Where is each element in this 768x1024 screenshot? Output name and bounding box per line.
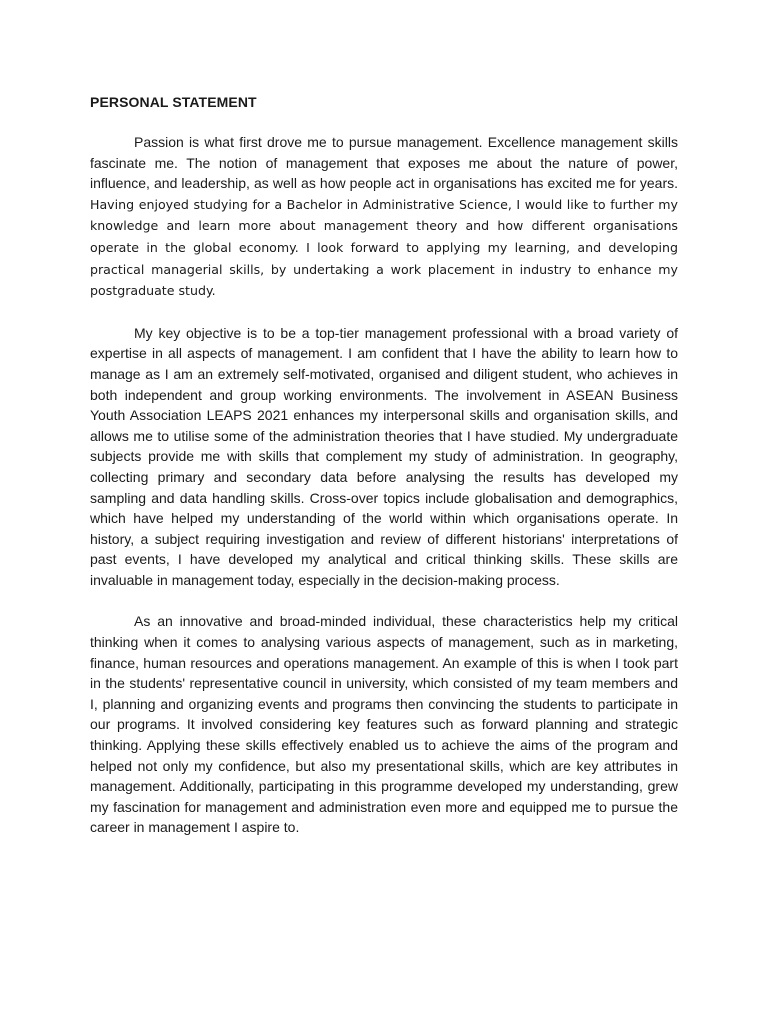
paragraph-2-text: My key objective is to be a top-tier management professional with a broad variety of expertise in all aspects of management. I am confident that I have the ability to learn how to manage as I am an extremely self-motivated, organised and diligent student, who achieves in both independent and group working environments. The involvement in ASEAN Business Youth Association LEAPS 2021 enhances my interpersonal skills and organisation skills, and allows me to utilise some of the administration theories that I have studied. My undergraduate subjects provide me with skills that complement my study of administration. In geography, collecting primary and secondary data before analysing the results has developed my sampling and data handling skills. Cross-over topics include globalisation and demographics, which have helped my understanding of the world within which organisations operate. In history, a subject requiring investigation and review of different historians' interpretations of past events, I have developed my analytical and critical thinking skills. These skills are invaluable in management today, especially in the decision-making process. bbox=[90, 324, 678, 588]
paragraph-1 bbox=[90, 132, 678, 302]
paragraph-1-text: Passion is what first drove me to pursue management. Excellence management skills fascinate me. The notion of management that exposes me about the nature of power, influence, and leadership, as well as how people act in organisations has excited me for years. bbox=[90, 134, 678, 192]
paragraph-3-text: As an innovative and broad-minded individual, these characteristics help my critical thinking when it comes to analysing various aspects of management, such as in marketing, finance, human resources and operations management. An example of this is when I took part in the students' representative council in university, which consisted of my team members and I, planning and organizing events and programs then convincing the students to participate in our programs. It involved considering key features such as forward planning and strategic thinking. Applying these skills effectively enabled us to achieve the aims of the program and helped not only my confidence, but also my presentational skills, which are key attributes in management. Additionally, participating in this programme developed my understanding, grew my fascination for management and administration even more and equipped me to pursue the career in management I aspire to. bbox=[90, 613, 678, 836]
paragraph-1-emphasis: Having enjoyed studying for a Bachelor in Administrative Science, I would like to further my knowledge and learn more about management theory and how different organisations operate in the global economy. I look forward to applying my learning, and developing practical managerial skills, by undertaking a work placement in industry to enhance my postgraduate study. bbox=[90, 196, 678, 299]
paragraph-2 bbox=[90, 323, 678, 591]
document-title: PERSONAL STATEMENT bbox=[90, 94, 257, 110]
paragraph-3 bbox=[90, 611, 678, 838]
